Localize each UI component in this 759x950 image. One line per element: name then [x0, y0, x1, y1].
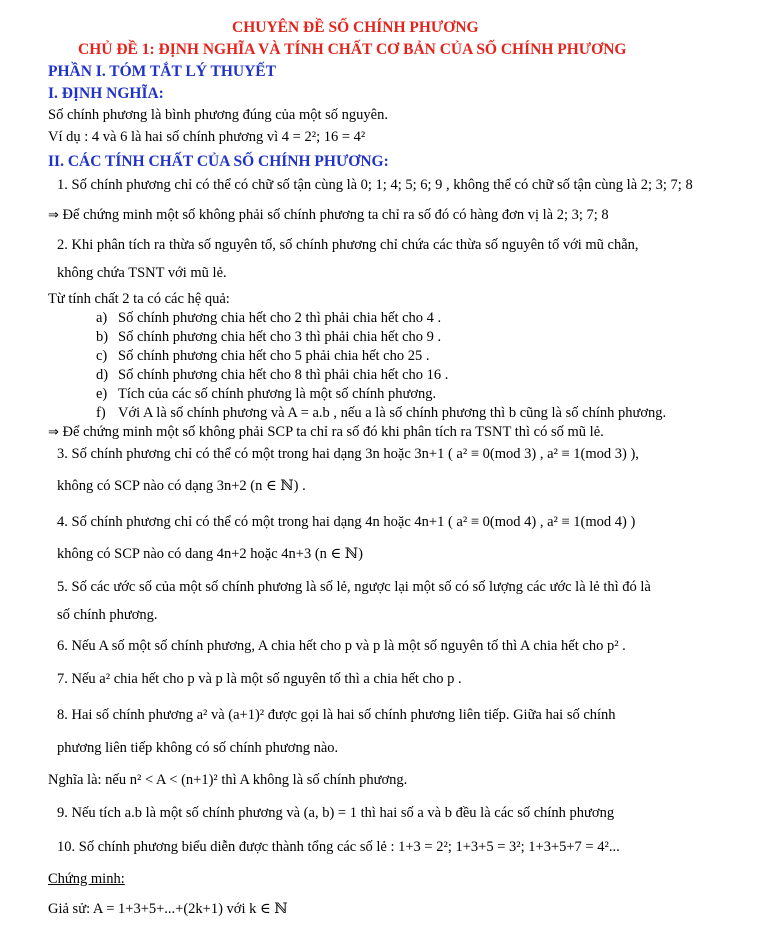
property-8-meaning: Nghĩa là: nếu n² < A < (n+1)² thì A không là số chính phương.: [48, 772, 408, 788]
corollary-intro: Từ tính chất 2 ta có các hệ quả:: [48, 291, 230, 307]
property-5-line1: 5. Số các ước số của một số chính phương là số lẻ, ngược lại một số có số lượng các ước là lẻ thì đó là: [57, 579, 651, 595]
section-properties-heading: II. CÁC TÍNH CHẤT CỦA SỐ CHÍNH PHƯƠNG:: [48, 153, 389, 170]
section-definition-heading: I. ĐỊNH NGHĨA:: [48, 85, 164, 102]
proof-heading: Chứng minh:: [48, 871, 125, 887]
corollary-item: d) Số chính phương chia hết cho 8 thì phải chia hết cho 16 .: [96, 367, 449, 383]
property-2-consequence: ⇒ Để chứng minh một số không phải SCP ta chỉ ra số đó khi phân tích ra TSNT thì có số mũ lẻ.: [48, 424, 604, 440]
property-3-line2: không có SCP nào có dạng 3n+2 (n ∈ ℕ) .: [57, 478, 306, 494]
property-6: 6. Nếu A số một số chính phương, A chia hết cho p và p là một số nguyên tố thì A chia hết cho p² .: [57, 638, 626, 654]
example-text: Ví dụ : 4 và 6 là hai số chính phương vì 4 = 2²; 16 = 4²: [48, 129, 366, 145]
corollary-item: b) Số chính phương chia hết cho 3 thì phải chia hết cho 9 .: [96, 329, 442, 345]
definition-text: Số chính phương là bình phương đúng của một số nguyên.: [48, 107, 388, 123]
property-9: 9. Nếu tích a.b là một số chính phương và (a, b) = 1 thì hai số a và b đều là các số chính phương: [57, 805, 615, 821]
topic-title: CHỦ ĐỀ 1: ĐỊNH NGHĨA VÀ TÍNH CHẤT CƠ BẢN CỦA SỐ CHÍNH PHƯƠNG: [78, 41, 627, 58]
property-7: 7. Nếu a² chia hết cho p và p là một số nguyên tố thì a chia hết cho p .: [57, 671, 462, 687]
property-4-line2: không có SCP nào có dang 4n+2 hoặc 4n+3 (n ∈ ℕ): [57, 546, 364, 562]
property-5-line2: số chính phương.: [57, 607, 158, 623]
corollary-item: c) Số chính phương chia hết cho 5 phải chia hết cho 25 .: [96, 348, 430, 364]
property-8-line1: 8. Hai số chính phương a² và (a+1)² được gọi là hai số chính phương liên tiếp. Giữa hai số chính: [57, 707, 616, 723]
property-2-line1: 2. Khi phân tích ra thừa số nguyên tố, số chính phương chỉ chứa các thừa số nguyên tố với mũ chẵn,: [57, 237, 639, 253]
main-title: CHUYÊN ĐỀ SỐ CHÍNH PHƯƠNG: [232, 19, 479, 36]
corollary-item: f) Với A là số chính phương và A = a.b , nếu a là số chính phương thì b cũng là số chính phương.: [96, 405, 667, 421]
implies-arrow-icon: ⇒: [48, 425, 59, 440]
property-2-line2: không chứa TSNT với mũ lẻ.: [57, 265, 227, 281]
property-4-line1: 4. Số chính phương chỉ có thể có một trong hai dạng 4n hoặc 4n+1 ( a² ≡ 0(mod 4) , a² ≡ 1(mod 4) ): [57, 514, 636, 530]
part-heading: PHẦN I. TÓM TẮT LÝ THUYẾT: [48, 63, 276, 80]
implies-arrow-icon: ⇒: [48, 208, 59, 223]
corollary-item: e) Tích của các số chính phương là một số chính phương.: [96, 386, 437, 402]
corollary-item: a) Số chính phương chia hết cho 2 thì phải chia hết cho 4 .: [96, 310, 442, 326]
proof-statement: Giả sử: A = 1+3+5+...+(2k+1) với k ∈ ℕ: [48, 901, 288, 917]
property-8-line2: phương liên tiếp không có số chính phương nào.: [57, 740, 339, 756]
property-1: 1. Số chính phương chỉ có thể có chữ số tận cùng là 0; 1; 4; 5; 6; 9 , không thể có chữ số tận cùng là 2; 3; 7; 8: [57, 177, 693, 193]
property-10: 10. Số chính phương biểu diễn được thành tổng các số lẻ : 1+3 = 2²; 1+3+5 = 3²; 1+3+5+7 = 4²...: [57, 839, 620, 855]
property-1-consequence: ⇒ Để chứng minh một số không phải số chính phương ta chỉ ra số đó có hàng đơn vị là 2; 3; 7; 8: [48, 207, 609, 223]
property-3-line1: 3. Số chính phương chỉ có thể có một trong hai dạng 3n hoặc 3n+1 ( a² ≡ 0(mod 3) , a² ≡ 1(mod 3) ),: [57, 446, 639, 462]
